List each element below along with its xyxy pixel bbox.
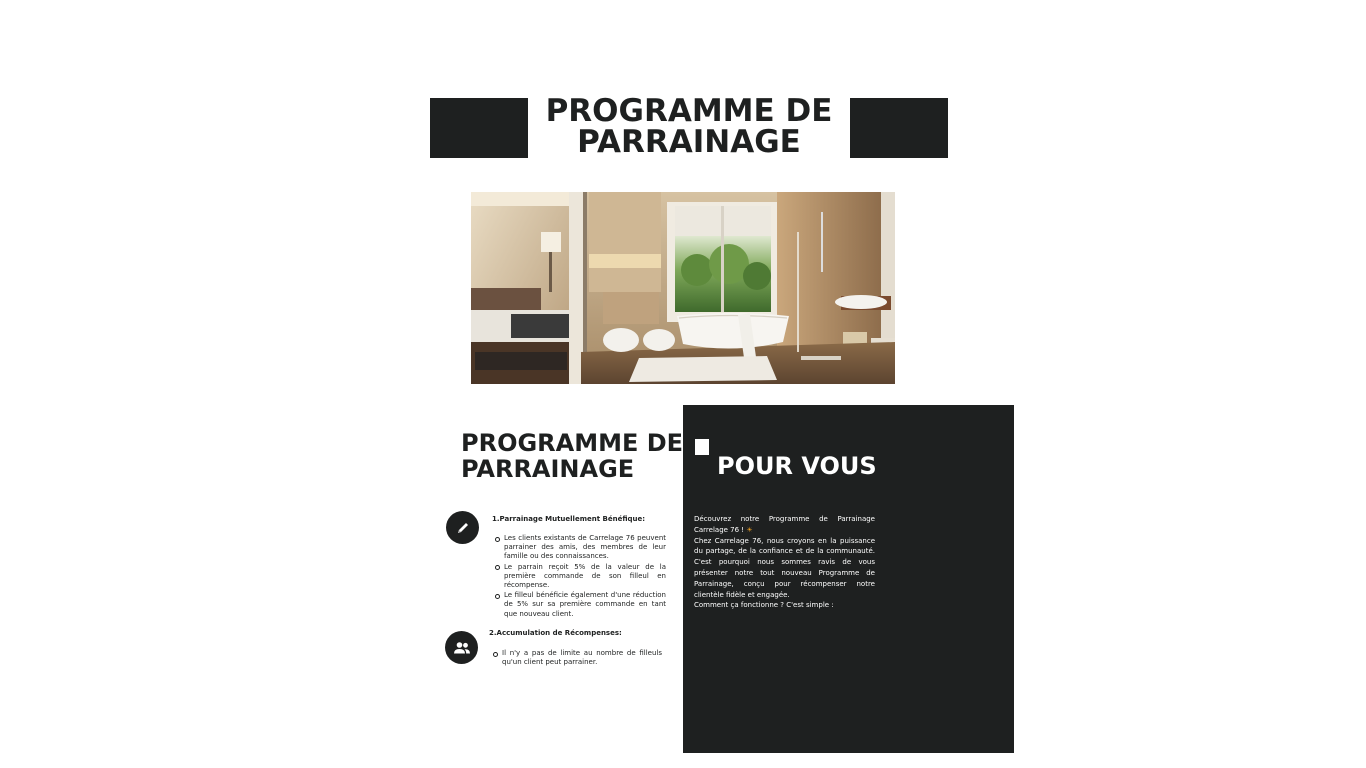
bathroom-photo (471, 192, 895, 384)
panel-intro (694, 514, 875, 536)
step-1-item: Le parrain reçoit 5% de la valeur de la première commande de son filleul en récompense. (494, 563, 666, 591)
page-title (528, 93, 850, 160)
step-2-heading: 2.Accumulation de Récompenses: (489, 629, 622, 637)
page-title-line-1: PROGRAMME DE (545, 93, 833, 129)
section-title (461, 430, 691, 482)
panel-intro-text: Découvrez notre Programme de Parrainage Carrelage 76 ! (694, 515, 875, 534)
section-title-line-1: PROGRAMME DE (461, 429, 684, 457)
header-right-block (850, 98, 948, 158)
step-1-item: Le filleul bénéficie également d'une réduction de 5% sur sa première commande en tant que nouveau client. (494, 591, 666, 619)
header-left-block (430, 98, 528, 158)
step-1-item: Les clients existants de Carrelage 76 peuvent parrainer des amis, des membres de leur famille ou des connaissances. (494, 534, 666, 562)
step-2-item: Il n'y a pas de limite au nombre de filleuls qu'un client peut parrainer. (492, 649, 662, 667)
pour-vous-panel (683, 405, 1014, 753)
panel-marker (695, 439, 709, 455)
step-1-heading: 1.Parrainage Mutuellement Bénéfique: (492, 515, 646, 523)
panel-body (694, 514, 875, 611)
section-title-line-2: PARRAINAGE (461, 455, 635, 483)
sun-emoji-icon: ☀ (746, 525, 753, 534)
panel-closing: Comment ça fonctionne ? C'est simple : (694, 601, 834, 610)
panel-title: POUR VOUS (717, 452, 877, 480)
pen-icon (446, 511, 479, 544)
panel-paragraph: Chez Carrelage 76, nous croyons en la puissance du partage, de la confiance et de la communauté. C'est pourquoi nous sommes ravis de vous présenter notre tout nouveau Programme de Parrainage, conçu pour récompenser notre clientèle fidèle et engagée. (694, 536, 875, 599)
step-1-list (494, 534, 666, 620)
step-2-list (492, 649, 662, 668)
page-title-line-2: PARRAINAGE (577, 124, 801, 160)
people-icon (445, 631, 478, 664)
